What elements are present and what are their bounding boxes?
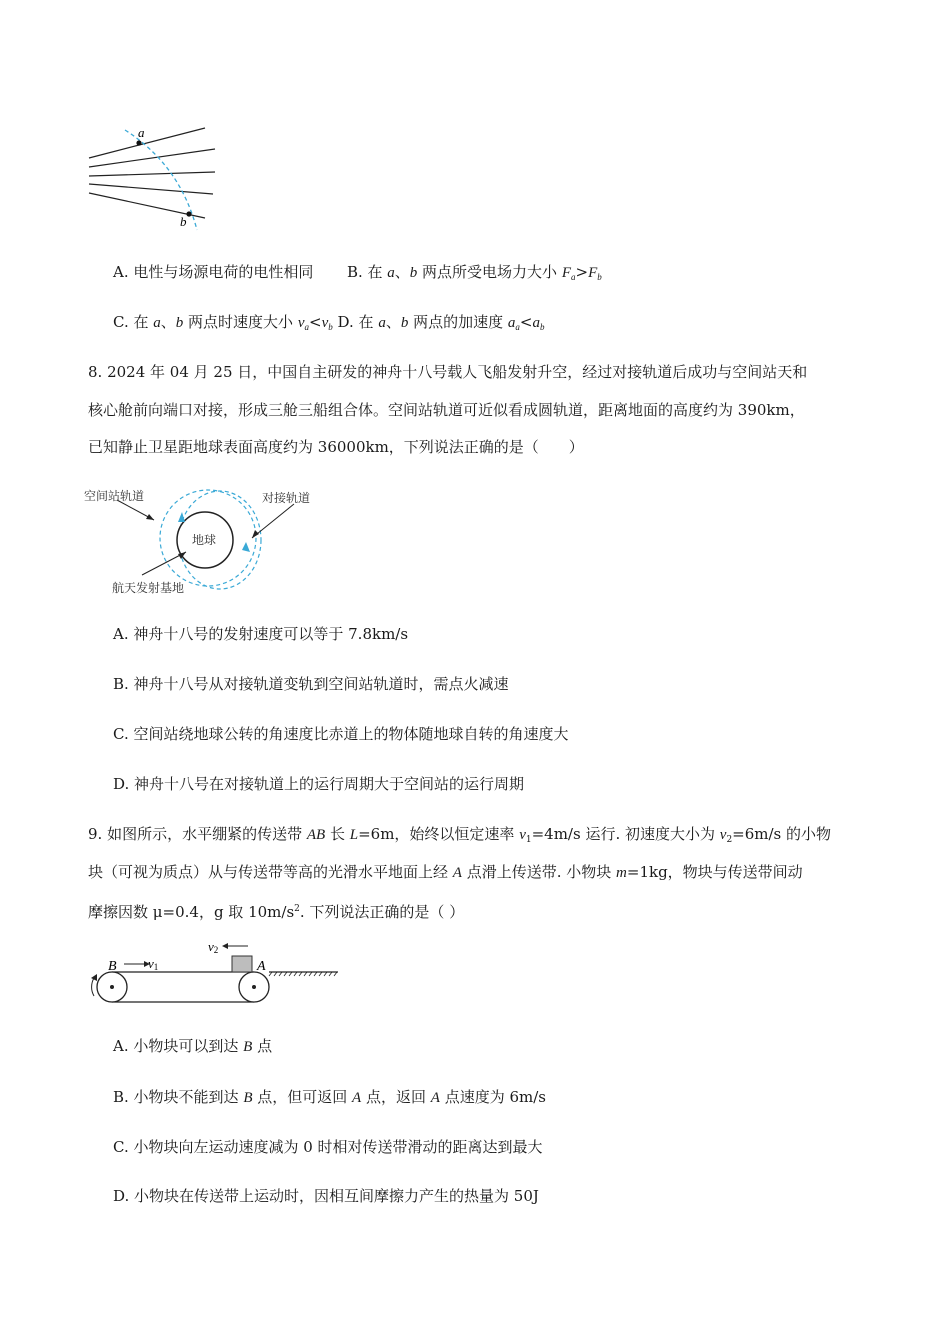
q9-option-d[interactable]: D. 小物块在传送带上运动时，因相互间摩擦力产生的热量为 50J xyxy=(113,1187,539,1205)
q9-option-c[interactable]: C. 小物块向左运动速度减为 0 时相对传送带滑动的距离达到最大 xyxy=(113,1138,543,1156)
q9-stem-line-1: 9. 如图所示，水平绷紧的传送带 AB 长 L=6m，始终以恒定速率 $v_1=4m/s$ 运行. 初速度大小为 $v_2=6m/s$ 的小物 xyxy=(88,825,832,845)
belt-point-a-label: A xyxy=(257,959,266,974)
station-orbit-label: 空间站轨道 xyxy=(84,489,145,503)
v1-label: v1 xyxy=(148,956,159,972)
q7-option-c-and-d[interactable] xyxy=(113,312,544,338)
q7-option-d: D. 在 a、b 两点的加速度 $a_a<a_b$ xyxy=(332,313,545,332)
q7-option-c: C. 在 a、b 两点时速度大小 $v_a<v_b$ xyxy=(113,313,333,332)
q8-stem-line-3: 已知静止卫星距地球表面高度约为 36000km，下列说法正确的是（ ） xyxy=(88,438,584,456)
q8-stem-line-2: 核心舱前向端口对接，形成三舱三船组合体。空间站轨道可近似看成圆轨道，距离地面的高度约为 390km， xyxy=(88,401,805,419)
q8-option-d[interactable]: D. 神舟十八号在对接轨道上的运行周期大于空间站的运行周期 xyxy=(113,775,525,793)
q9-stem-line-3: 摩擦因数 μ=0.4，g 取 $10m/s^2$. 下列说法正确的是（ ） xyxy=(88,903,465,921)
belt-point-b-label: B xyxy=(108,959,117,974)
earth-label: 地球 xyxy=(192,533,217,547)
q7-option-a-and-b[interactable] xyxy=(113,262,602,288)
v2-label: v2 xyxy=(208,939,219,955)
point-a-label: a xyxy=(138,125,145,140)
q9-option-b[interactable]: B. 小物块不能到达 B 点，但可返回 A 点，返回 A 点速度为 6m/s xyxy=(113,1088,546,1106)
q8-option-c[interactable]: C. 空间站绕地球公转的角速度比赤道上的物体随地球自转的角速度大 xyxy=(113,725,569,743)
q7-option-b: B. 在 a、b 两点所受电场力大小 $F_a>F_b$ xyxy=(346,263,602,282)
point-b-label: b xyxy=(180,214,187,229)
q7-option-a: A. 电性与场源电荷的电性相同 xyxy=(113,263,314,281)
q9-option-a[interactable]: A. 小物块可以到达 B 点 xyxy=(113,1037,273,1055)
q8-option-b[interactable]: B. 神舟十八号从对接轨道变轨到空间站轨道时，需点火减速 xyxy=(113,675,509,693)
field-line-figure xyxy=(85,120,225,232)
q9-stem-line-2: 块（可视为质点）从与传送带等高的光滑水平地面上经 A 点滑上传送带. 小物块 m=1kg，物块与传送带间动 xyxy=(88,863,803,881)
launch-base-label: 航天发射基地 xyxy=(112,581,185,595)
q8-stem-line-1: 8. 2024 年 04 月 25 日，中国自主研发的神舟十八号载人飞船发射升空，经过对接轨道后成功与空间站天和 xyxy=(88,363,808,381)
orbit-figure xyxy=(82,482,322,597)
q8-option-a[interactable]: A. 神舟十八号的发射速度可以等于 7.8km/s xyxy=(113,625,409,643)
conveyor-belt-figure xyxy=(84,938,344,1010)
docking-orbit-label: 对接轨道 xyxy=(262,491,311,505)
